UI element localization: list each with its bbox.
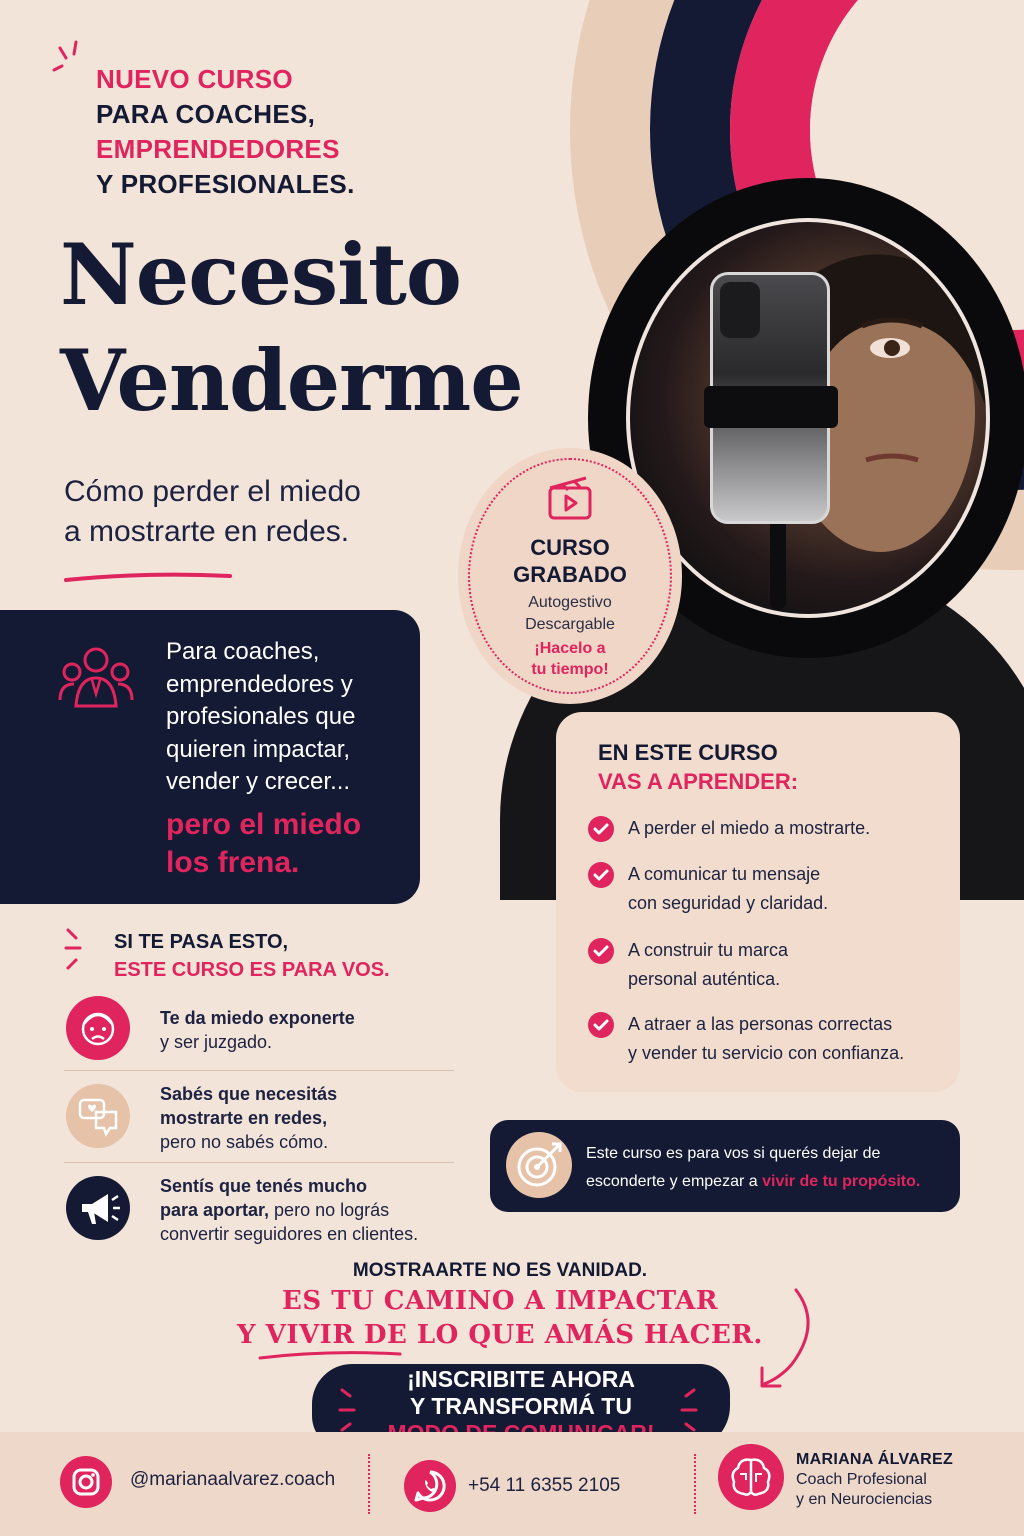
badge-sub-line-1: Autogestivo (528, 594, 612, 611)
pain-rest: pero no lográs (269, 1200, 390, 1220)
badge-cta (470, 638, 670, 680)
kicker-line-3: EMPRENDEDORES (96, 134, 340, 164)
kicker-line-2: PARA COACHES, (96, 99, 316, 129)
badge-title-line-2: GRABADO (513, 562, 627, 587)
curved-arrow-icon (752, 1284, 822, 1394)
audience-line: profesionales que (166, 703, 356, 730)
pain-item-3 (160, 1174, 460, 1246)
headline-underline (256, 1348, 406, 1362)
footer-separator (368, 1454, 370, 1514)
group-people-icon (58, 636, 134, 712)
learn-heading-line-2: VAS A APRENDER: (598, 769, 799, 794)
pains-heading (114, 928, 390, 984)
phone-camera (720, 282, 760, 338)
sparkle-lines-icon (64, 926, 104, 974)
kicker-line-4: Y PROFESIONALES. (96, 169, 355, 199)
learn-heading-line-1: EN ESTE CURSO (598, 740, 778, 765)
chat-bubbles-icon (66, 1084, 130, 1148)
title-line-2: Venderme (60, 331, 523, 430)
title-line-1: Necesito (60, 225, 461, 324)
check-icon (588, 816, 614, 842)
closing-statement: MOSTRAARTE NO ES VANIDAD. (352, 1260, 648, 1281)
pains-heading-line-1: SI TE PASA ESTO, (114, 931, 289, 953)
subtitle-line-1: Cómo perder el miedo (64, 475, 361, 508)
check-icon (588, 1012, 614, 1038)
audience-line: emprendedores y (166, 670, 353, 698)
learn-line: con seguridad y claridad. (628, 893, 829, 913)
purpose-line-1: Este curso es para vos si querés dejar de (586, 1145, 881, 1162)
course-kicker (96, 62, 355, 202)
badge-sub-line-2: Descargable (525, 616, 615, 633)
worried-face-icon (66, 996, 130, 1060)
pain-divider (64, 1162, 454, 1163)
badge-cta-line-1: ¡Hacelo a (534, 640, 606, 657)
closing-headline-line-1: ES TU CAMINO A IMPACTAR (282, 1286, 718, 1316)
audience-description (166, 636, 416, 799)
purpose-line-2: esconderte y empezar a (586, 1173, 763, 1190)
purpose-highlight: vivir de tu propósito. (762, 1173, 921, 1190)
pain-bold: mostrarte en redes, (160, 1108, 328, 1128)
page-subtitle (64, 472, 361, 552)
pains-heading-line-2: ESTE CURSO ES PARA VOS. (114, 959, 390, 981)
coach-role (796, 1470, 932, 1510)
pain-divider (64, 1070, 454, 1071)
badge-cta-line-2: tu tiempo! (531, 661, 609, 678)
pain-rest: pero no sabés cómo. (160, 1132, 329, 1152)
audience-line: vender y crecer... (166, 768, 351, 795)
audience-line: Para coaches, (166, 638, 320, 665)
cta-line-2: Y TRANSFORMÁ TU (410, 1393, 632, 1419)
subtitle-underline (64, 570, 234, 584)
learn-item-1 (628, 814, 958, 843)
pain-item-2 (160, 1082, 460, 1154)
pain-item-1 (160, 1006, 460, 1054)
pain-rest: convertir seguidores en clientes. (160, 1224, 419, 1244)
pain-bold: para aportar, (160, 1200, 270, 1220)
kicker-line-1: NUEVO CURSO (96, 64, 293, 94)
learn-item-4 (628, 1010, 958, 1068)
whatsapp-icon[interactable] (404, 1460, 456, 1512)
check-icon (588, 862, 614, 888)
instagram-icon[interactable] (60, 1456, 112, 1508)
phone-number[interactable]: +54 11 6355 2105 (468, 1475, 621, 1496)
coach-name: MARIANA ÁLVAREZ (796, 1451, 954, 1468)
coach-role-line-2: y en Neurociencias (796, 1491, 933, 1508)
learn-line: personal auténtica. (628, 969, 781, 989)
subtitle-line-2: a mostrarte en redes. (64, 515, 350, 548)
megaphone-icon (66, 1176, 130, 1240)
pain-bold: Sentís que tenés mucho (160, 1176, 368, 1196)
purpose-text (586, 1140, 956, 1196)
learn-line: A comunicar tu mensaje (628, 864, 821, 884)
audience-line: quieren impactar, (166, 735, 351, 763)
pain-bold: Te da miedo exponerte (160, 1008, 355, 1028)
coach-role-line-1: Coach Profesional (796, 1471, 927, 1488)
video-clapper-icon (544, 472, 596, 524)
learn-heading (598, 738, 798, 796)
badge-title (470, 534, 670, 588)
learn-line: A construir tu marca (628, 940, 789, 960)
badge-title-line-1: CURSO (530, 535, 610, 560)
learn-item-3 (628, 936, 958, 994)
page-title (60, 222, 523, 434)
footer-separator (694, 1454, 696, 1514)
phone-clamp (704, 386, 838, 428)
check-icon (588, 938, 614, 964)
brain-icon (718, 1444, 784, 1510)
pain-bold: Sabés que necesitás (160, 1084, 338, 1104)
closing-headline (0, 1284, 1000, 1352)
instagram-handle[interactable]: @marianaalvarez.coach (130, 1469, 336, 1490)
audience-highlight-line-1: pero el miedo (166, 808, 362, 841)
learn-line: y vender tu servicio con confianza. (628, 1043, 905, 1063)
audience-highlight (166, 806, 416, 882)
learn-item-2 (628, 860, 958, 918)
pain-rest: y ser juzgado. (160, 1032, 273, 1052)
learn-line: A perder el miedo a mostrarte. (628, 818, 871, 838)
cta-line-1: ¡INSCRIBITE AHORA (407, 1366, 635, 1392)
badge-subtitle (470, 592, 670, 636)
learn-line: A atraer a las personas correctas (628, 1014, 893, 1034)
target-arrow-icon (506, 1132, 572, 1198)
closing-headline-line-2: Y VIVIR DE LO QUE AMÁS HACER. (237, 1320, 763, 1350)
sparkle-lines-icon (52, 40, 92, 80)
audience-highlight-line-2: los frena. (166, 846, 300, 879)
